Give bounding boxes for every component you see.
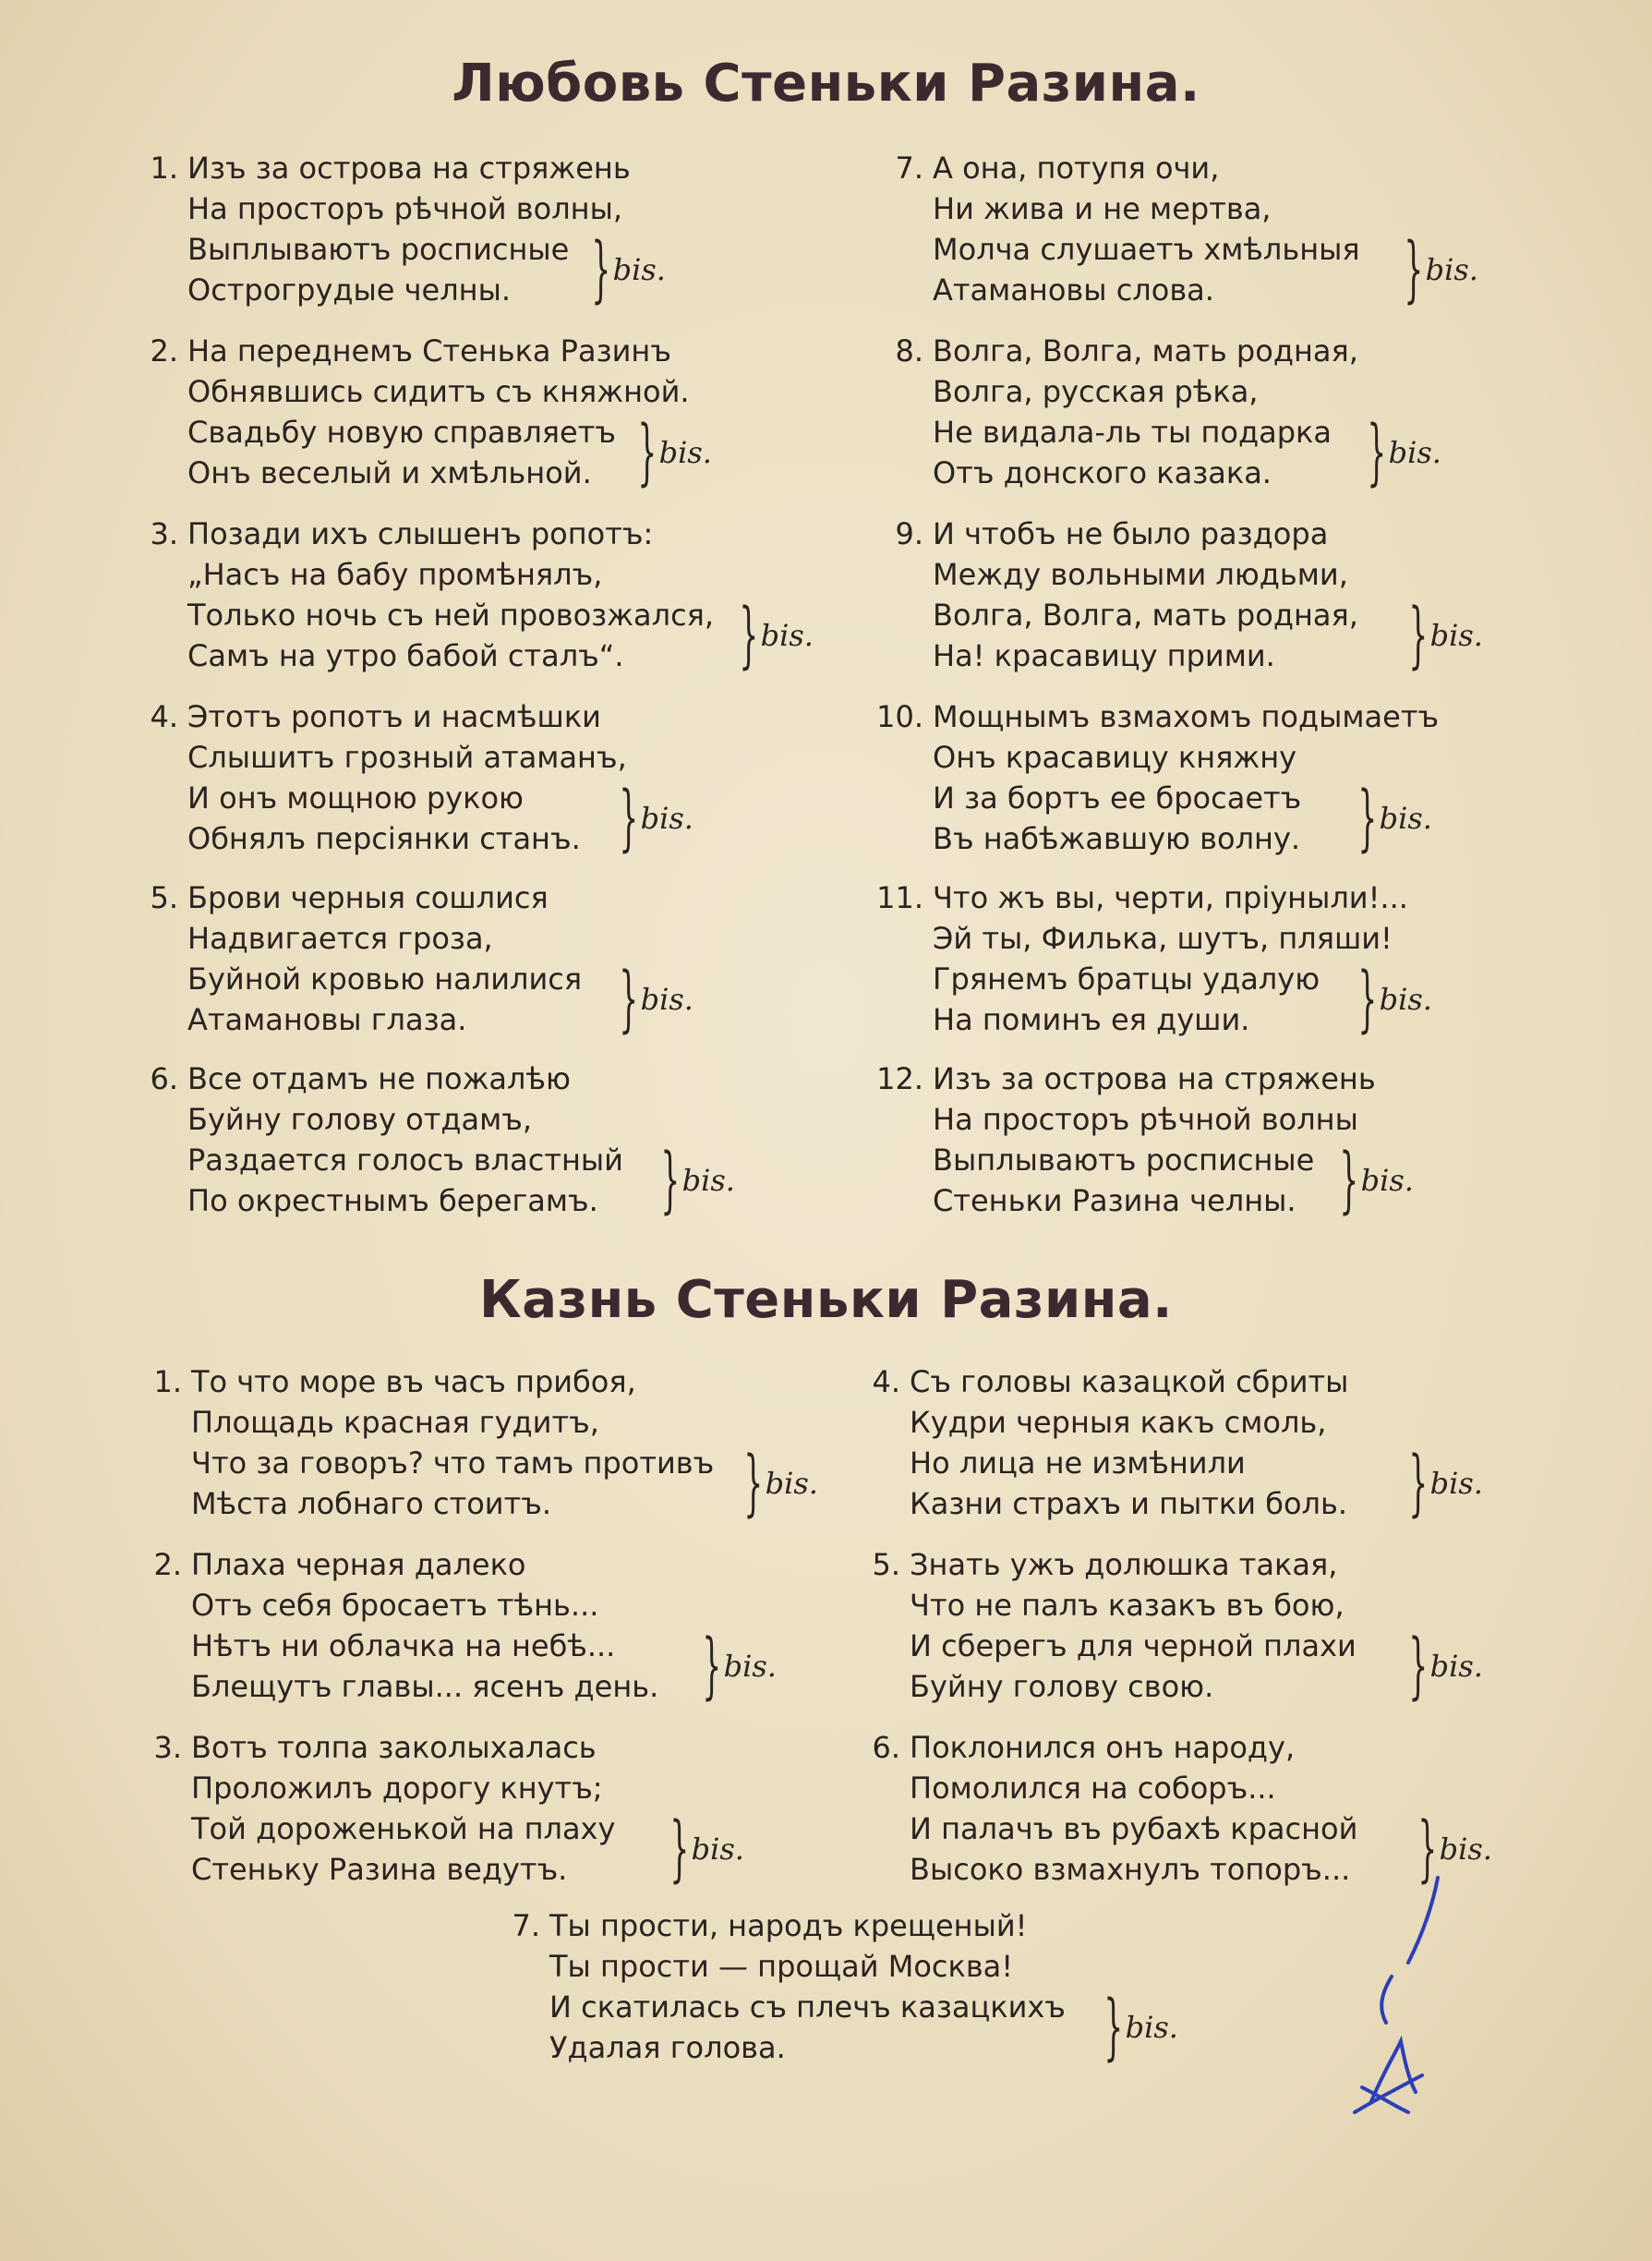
bis-label: bis. (1425, 252, 1478, 287)
song2-stanza-7 (512, 1905, 1178, 2069)
stanza-number: 7. (895, 151, 923, 186)
verse-line: И сберегъ для черной плахи (910, 1628, 1357, 1663)
verse-line: Этотъ ропотъ и насмѣшки (187, 699, 601, 734)
brace-icon: } (739, 594, 759, 677)
song1-stanza-12 (876, 1058, 1414, 1222)
brace-icon: } (1408, 1442, 1429, 1525)
song2-title: Казнь Стеньки Разина. (479, 1270, 1173, 1330)
verse-line: Онъ красавицу княжну (933, 740, 1297, 775)
bis-label: bis. (765, 1466, 818, 1501)
stanza-number: 8. (895, 333, 923, 369)
repeat-mark (669, 1808, 744, 1890)
verse-line: Волга, русская рѣка, (933, 374, 1259, 409)
verse-line: Ты прости — прощай Москва! (549, 1949, 1014, 1984)
repeat-mark (739, 595, 814, 676)
repeat-mark (660, 1140, 735, 1221)
bis-label: bis. (640, 982, 693, 1017)
bis-label: bis. (1439, 1832, 1492, 1867)
bis-label: bis. (1125, 2010, 1178, 2045)
verse-line: Что жъ вы, черти, пріуныли!... (933, 880, 1408, 915)
verse-line: Выплываютъ росписные (187, 232, 570, 267)
verse-line: Удалая голова. (549, 2030, 786, 2065)
verse-line: То что море въ часъ прибоя, (191, 1364, 636, 1399)
repeat-mark (1357, 778, 1432, 859)
song1-title: Любовь Стеньки Разина. (452, 54, 1200, 114)
bis-label: bis. (760, 618, 814, 653)
brace-icon: } (619, 777, 639, 860)
bis-label: bis. (681, 1163, 735, 1198)
stanza-number: 5. (150, 880, 178, 915)
brace-icon: } (637, 411, 657, 494)
repeat-mark (619, 778, 693, 859)
verse-line: Проложилъ дорогу кнутъ; (191, 1771, 603, 1806)
song1-stanza-9 (895, 514, 1483, 677)
verse-line: На переднемъ Стенька Разинъ (187, 333, 671, 369)
verse-line: Слышитъ грозный атаманъ, (187, 740, 627, 775)
verse-line: Только ночь съ ней провозжался, (187, 598, 715, 633)
verse-line: Въ набѣжавшую волну. (933, 821, 1301, 856)
stanza-number: 1. (150, 151, 178, 186)
bis-label: bis. (612, 252, 666, 287)
verse-line: Все отдамъ не пожалѣю (187, 1061, 571, 1096)
song1-stanza-11 (876, 877, 1432, 1041)
song2-stanza-5 (872, 1544, 1483, 1708)
repeat-mark (1404, 229, 1478, 310)
verse-line: Но лица не измѣнили (910, 1445, 1246, 1481)
verse-line: Стеньку Разина ведутъ. (191, 1852, 568, 1887)
verse-line: Обнялъ персіянки станъ. (187, 821, 581, 856)
verse-line: Выплываютъ росписные (933, 1143, 1315, 1178)
verse-line: Помолился на соборъ... (910, 1771, 1276, 1806)
verse-line: Ни жива и не мертва, (933, 191, 1272, 226)
verse-line: Онъ веселый и хмѣльной. (187, 455, 592, 490)
verse-line: Казни страхъ и пытки боль. (910, 1486, 1347, 1521)
verse-line: Ты прости, народъ крещеный! (549, 1908, 1028, 1943)
verse-line: Нѣтъ ни облачка на небѣ... (191, 1628, 616, 1663)
song1-stanza-4 (150, 696, 693, 860)
brace-icon: } (1404, 228, 1424, 311)
song1-stanza-2 (150, 331, 712, 494)
stanza-number: 10. (876, 699, 923, 734)
verse-line: Обнявшись сидитъ съ княжной. (187, 374, 690, 409)
song2-stanza-1 (153, 1361, 818, 1525)
stanza-number: 7. (512, 1908, 540, 1943)
verse-line: Изъ за острова на стряжень (187, 151, 631, 186)
verse-line: „Насъ на бабу промѣнялъ, (187, 557, 603, 592)
verse-line: Свадьбу новую справляетъ (187, 415, 616, 450)
bis-label: bis. (1388, 435, 1441, 470)
verse-line: Между вольными людьми, (933, 557, 1348, 592)
verse-line: И за бортъ ее бросаетъ (933, 780, 1302, 816)
verse-line: Брови черныя сошлися (187, 880, 549, 915)
verse-line: Молча слушаетъ хмѣльныя (933, 232, 1360, 267)
brace-icon: } (591, 228, 611, 311)
stanza-number: 6. (872, 1730, 900, 1765)
bis-label: bis. (723, 1649, 777, 1684)
stanza-number: 9. (895, 516, 923, 551)
verse-line: Высоко взмахнулъ топоръ... (910, 1852, 1351, 1887)
verse-line: Позади ихъ слышенъ ропотъ: (187, 516, 654, 551)
stanza-number: 3. (150, 516, 178, 551)
stanza-number: 5. (872, 1547, 900, 1582)
verse-line: Поклонился онъ народу, (910, 1730, 1296, 1765)
brace-icon: } (1367, 411, 1387, 494)
verse-line: Что не палъ казакъ въ бою, (910, 1588, 1345, 1623)
verse-line: Атамановы глаза. (187, 1002, 467, 1037)
verse-line: Самъ на утро бабой сталъ“. (187, 638, 624, 673)
verse-line: Не видала-ль ты подарка (933, 415, 1332, 450)
verse-line: Грянемъ братцы удалую (933, 961, 1320, 997)
song2-stanza-2 (153, 1544, 777, 1708)
song1-stanza-6 (150, 1058, 735, 1222)
repeat-mark (1408, 595, 1483, 676)
repeat-mark (1408, 1443, 1483, 1524)
brace-icon: } (1408, 1625, 1429, 1708)
verse-line: Площадь красная гудитъ, (191, 1405, 599, 1440)
verse-line: Мѣста лобнаго стоитъ. (191, 1486, 552, 1521)
verse-line: Буйну голову свою. (910, 1669, 1214, 1704)
repeat-mark (591, 229, 666, 310)
bis-label: bis. (1360, 1163, 1414, 1198)
bis-label: bis. (640, 801, 693, 836)
stanza-number: 12. (876, 1061, 923, 1096)
verse-line: И палачъ въ рубахѣ красной (910, 1811, 1358, 1846)
stanza-number: 3. (153, 1730, 182, 1765)
verse-line: Вотъ толпа заколыхалась (191, 1730, 597, 1765)
song1-stanza-7 (895, 148, 1478, 311)
verse-line: По окрестнымъ берегамъ. (187, 1183, 598, 1218)
verse-line: На просторъ рѣчной волны, (187, 191, 622, 226)
repeat-mark (637, 412, 712, 493)
stanza-number: 2. (150, 333, 178, 369)
verse-line: Отъ донского казака. (933, 455, 1272, 490)
repeat-mark (1339, 1140, 1414, 1221)
verse-line: Эй ты, Филька, шутъ, пляши! (933, 921, 1393, 956)
verse-line: Буйной кровью налилися (187, 961, 583, 997)
bis-label: bis. (1429, 618, 1483, 653)
verse-line: И скатилась съ плечъ казацкихъ (549, 1989, 1066, 2025)
verse-line: На поминъ ея души. (933, 1002, 1250, 1037)
stanza-number: 2. (153, 1547, 182, 1582)
verse-line: Кудри черныя какъ смоль, (910, 1405, 1327, 1440)
repeat-mark (1357, 959, 1432, 1040)
brace-icon: } (660, 1139, 681, 1222)
verse-line: Плаха черная далеко (191, 1547, 526, 1582)
brace-icon: } (1417, 1808, 1438, 1891)
verse-line: Съ головы казацкой сбриты (910, 1364, 1349, 1399)
stanza-number: 6. (150, 1061, 178, 1096)
verse-line: Волга, Волга, мать родная, (933, 333, 1358, 369)
verse-line: И онъ мощною рукою (187, 780, 524, 816)
bis-label: bis. (1429, 1466, 1483, 1501)
brace-icon: } (702, 1625, 722, 1708)
bis-label: bis. (691, 1832, 744, 1867)
verse-line: Острогрудые челны. (187, 272, 512, 308)
verse-line: Раздается голосъ властный (187, 1143, 623, 1178)
verse-line: Изъ за острова на стряжень (933, 1061, 1376, 1096)
verse-line: Атамановы слова. (933, 272, 1214, 308)
verse-line: Буйну голову отдамъ, (187, 1102, 532, 1137)
repeat-mark (619, 959, 693, 1040)
verse-line: Волга, Волга, мать родная, (933, 598, 1358, 633)
song2-stanza-6 (872, 1727, 1492, 1891)
verse-line: На просторъ рѣчной волны (933, 1102, 1358, 1137)
stanza-number: 4. (872, 1364, 900, 1399)
stanza-number: 4. (150, 699, 178, 734)
verse-line: Блещутъ главы... ясенъ день. (191, 1669, 659, 1704)
verse-line: Стеньки Разина челны. (933, 1183, 1296, 1218)
repeat-mark (1408, 1626, 1483, 1707)
brace-icon: } (1339, 1139, 1359, 1222)
stanza-number: 11. (876, 880, 923, 915)
verse-line: Мощнымъ взмахомъ подымаетъ (933, 699, 1440, 734)
song1-stanza-5 (150, 877, 693, 1041)
song1-stanza-10 (876, 696, 1440, 860)
song1-stanza-3 (150, 514, 814, 677)
bis-label: bis. (1429, 1649, 1483, 1684)
brace-icon: } (1408, 594, 1429, 677)
song1-stanza-8 (895, 331, 1441, 494)
verse-line: Той дороженькой на плаху (191, 1811, 616, 1846)
verse-line: На! красавицу прими. (933, 638, 1275, 673)
verse-line: Надвигается гроза, (187, 921, 493, 956)
song1-stanza-1 (150, 148, 666, 311)
brace-icon: } (669, 1808, 690, 1891)
repeat-mark (1103, 1987, 1178, 2068)
repeat-mark (702, 1626, 777, 1707)
brace-icon: } (1103, 1986, 1124, 2069)
verse-line: А она, потупя очи, (933, 151, 1220, 186)
repeat-mark (743, 1443, 818, 1524)
brace-icon: } (619, 958, 639, 1041)
verse-line: И чтобъ не было раздора (933, 516, 1329, 551)
verse-line: Отъ себя бросаетъ тѣнь... (191, 1588, 599, 1623)
bis-label: bis. (1379, 801, 1432, 836)
brace-icon: } (1357, 958, 1378, 1041)
stanza-number: 1. (153, 1364, 182, 1399)
brace-icon: } (743, 1442, 764, 1525)
repeat-mark (1367, 412, 1441, 493)
song2-stanza-3 (153, 1727, 744, 1891)
ink-annotation (1344, 1870, 1454, 2138)
verse-line: Знать ужъ долюшка такая, (910, 1547, 1338, 1582)
brace-icon: } (1357, 777, 1378, 860)
song2-stanza-4 (872, 1361, 1483, 1525)
verse-line: Что за говоръ? что тамъ противъ (191, 1445, 715, 1481)
bis-label: bis. (1379, 982, 1432, 1017)
bis-label: bis. (658, 435, 712, 470)
